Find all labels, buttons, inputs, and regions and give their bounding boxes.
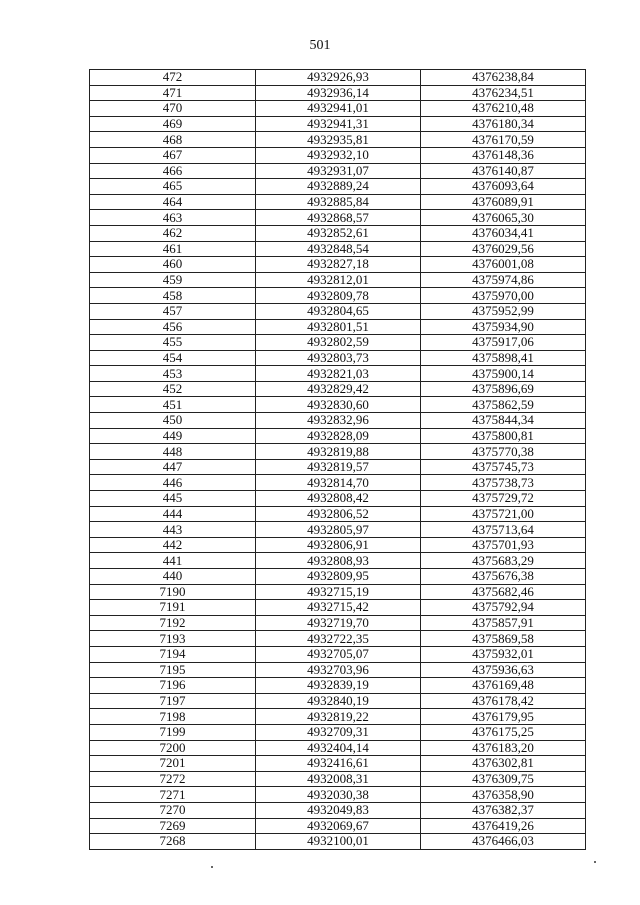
- table-row: [90, 132, 586, 148]
- scan-speck: [211, 866, 213, 868]
- y-coordinate-cell: 4376001,08: [421, 257, 586, 273]
- table-row: [90, 584, 586, 600]
- point-number-cell: 453: [90, 366, 256, 382]
- table-row: [90, 818, 586, 834]
- x-coordinate-cell: 4932814,70: [256, 475, 421, 491]
- point-number-cell: 7192: [90, 615, 256, 631]
- table-row: [90, 288, 586, 304]
- point-number-cell: 7197: [90, 693, 256, 709]
- y-coordinate-cell: 4375857,91: [421, 615, 586, 631]
- point-number-cell: 469: [90, 116, 256, 132]
- x-coordinate-cell: 4932030,38: [256, 787, 421, 803]
- x-coordinate-cell: 4932926,93: [256, 70, 421, 86]
- x-coordinate-cell: 4932827,18: [256, 257, 421, 273]
- point-number-cell: 7200: [90, 740, 256, 756]
- y-coordinate-cell: 4376170,59: [421, 132, 586, 148]
- point-number-cell: 452: [90, 381, 256, 397]
- point-number-cell: 7272: [90, 771, 256, 787]
- x-coordinate-cell: 4932715,19: [256, 584, 421, 600]
- coordinates-table: [89, 69, 586, 850]
- y-coordinate-cell: 4376093,64: [421, 179, 586, 195]
- x-coordinate-cell: 4932832,96: [256, 413, 421, 429]
- y-coordinate-cell: 4376302,81: [421, 756, 586, 772]
- table-row: [90, 787, 586, 803]
- point-number-cell: 448: [90, 444, 256, 460]
- point-number-cell: 463: [90, 210, 256, 226]
- table-row: [90, 569, 586, 585]
- table-row: [90, 740, 586, 756]
- y-coordinate-cell: 4376419,26: [421, 818, 586, 834]
- point-number-cell: 7190: [90, 584, 256, 600]
- y-coordinate-cell: 4376183,20: [421, 740, 586, 756]
- point-number-cell: 441: [90, 553, 256, 569]
- y-coordinate-cell: 4375683,29: [421, 553, 586, 569]
- y-coordinate-cell: 4376309,75: [421, 771, 586, 787]
- table-row: [90, 506, 586, 522]
- y-coordinate-cell: 4375896,69: [421, 381, 586, 397]
- table-row: [90, 272, 586, 288]
- table-row: [90, 662, 586, 678]
- x-coordinate-cell: 4932715,42: [256, 600, 421, 616]
- point-number-cell: 447: [90, 459, 256, 475]
- y-coordinate-cell: 4375936,63: [421, 662, 586, 678]
- x-coordinate-cell: 4932812,01: [256, 272, 421, 288]
- table-row: [90, 537, 586, 553]
- table-row: [90, 522, 586, 538]
- table-row: [90, 179, 586, 195]
- x-coordinate-cell: 4932840,19: [256, 693, 421, 709]
- y-coordinate-cell: 4376238,84: [421, 70, 586, 86]
- x-coordinate-cell: 4932703,96: [256, 662, 421, 678]
- y-coordinate-cell: 4375738,73: [421, 475, 586, 491]
- y-coordinate-cell: 4375862,59: [421, 397, 586, 413]
- table-row: [90, 163, 586, 179]
- point-number-cell: 7195: [90, 662, 256, 678]
- x-coordinate-cell: 4932801,51: [256, 319, 421, 335]
- x-coordinate-cell: 4932008,31: [256, 771, 421, 787]
- table-row: [90, 257, 586, 273]
- x-coordinate-cell: 4932830,60: [256, 397, 421, 413]
- x-coordinate-cell: 4932889,24: [256, 179, 421, 195]
- coordinates-table-body: [90, 70, 586, 850]
- y-coordinate-cell: 4375721,00: [421, 506, 586, 522]
- point-number-cell: 7194: [90, 646, 256, 662]
- table-row: [90, 646, 586, 662]
- y-coordinate-cell: 4375844,34: [421, 413, 586, 429]
- x-coordinate-cell: 4932819,57: [256, 459, 421, 475]
- x-coordinate-cell: 4932829,42: [256, 381, 421, 397]
- table-row: [90, 147, 586, 163]
- point-number-cell: 7191: [90, 600, 256, 616]
- point-number-cell: 471: [90, 85, 256, 101]
- table-row: [90, 834, 586, 850]
- x-coordinate-cell: 4932808,93: [256, 553, 421, 569]
- table-row: [90, 444, 586, 460]
- y-coordinate-cell: 4375970,00: [421, 288, 586, 304]
- table-row: [90, 225, 586, 241]
- y-coordinate-cell: 4375713,64: [421, 522, 586, 538]
- point-number-cell: 458: [90, 288, 256, 304]
- table-row: [90, 210, 586, 226]
- x-coordinate-cell: 4932821,03: [256, 366, 421, 382]
- y-coordinate-cell: 4375792,94: [421, 600, 586, 616]
- point-number-cell: 470: [90, 101, 256, 117]
- x-coordinate-cell: 4932404,14: [256, 740, 421, 756]
- point-number-cell: 461: [90, 241, 256, 257]
- y-coordinate-cell: 4376169,48: [421, 678, 586, 694]
- x-coordinate-cell: 4932719,70: [256, 615, 421, 631]
- page-number: 501: [309, 38, 331, 53]
- table-row: [90, 101, 586, 117]
- point-number-cell: 444: [90, 506, 256, 522]
- y-coordinate-cell: 4375770,38: [421, 444, 586, 460]
- y-coordinate-cell: 4376179,95: [421, 709, 586, 725]
- scan-speck: [594, 861, 596, 863]
- point-number-cell: 462: [90, 225, 256, 241]
- x-coordinate-cell: 4932819,22: [256, 709, 421, 725]
- y-coordinate-cell: 4376175,25: [421, 724, 586, 740]
- table-row: [90, 491, 586, 507]
- y-coordinate-cell: 4376178,42: [421, 693, 586, 709]
- point-number-cell: 443: [90, 522, 256, 538]
- point-number-cell: 7270: [90, 802, 256, 818]
- table-row: [90, 678, 586, 694]
- x-coordinate-cell: 4932941,01: [256, 101, 421, 117]
- table-row: [90, 459, 586, 475]
- point-number-cell: 459: [90, 272, 256, 288]
- y-coordinate-cell: 4376180,34: [421, 116, 586, 132]
- table-row: [90, 397, 586, 413]
- x-coordinate-cell: 4932802,59: [256, 335, 421, 351]
- x-coordinate-cell: 4932852,61: [256, 225, 421, 241]
- table-row: [90, 303, 586, 319]
- point-number-cell: 467: [90, 147, 256, 163]
- point-number-cell: 472: [90, 70, 256, 86]
- x-coordinate-cell: 4932705,07: [256, 646, 421, 662]
- table-row: [90, 366, 586, 382]
- point-number-cell: 451: [90, 397, 256, 413]
- y-coordinate-cell: 4376034,41: [421, 225, 586, 241]
- y-coordinate-cell: 4376029,56: [421, 241, 586, 257]
- point-number-cell: 464: [90, 194, 256, 210]
- point-number-cell: 7193: [90, 631, 256, 647]
- y-coordinate-cell: 4375974,86: [421, 272, 586, 288]
- x-coordinate-cell: 4932803,73: [256, 350, 421, 366]
- x-coordinate-cell: 4932806,52: [256, 506, 421, 522]
- x-coordinate-cell: 4932805,97: [256, 522, 421, 538]
- table-row: [90, 335, 586, 351]
- y-coordinate-cell: 4376089,91: [421, 194, 586, 210]
- y-coordinate-cell: 4375900,14: [421, 366, 586, 382]
- x-coordinate-cell: 4932935,81: [256, 132, 421, 148]
- x-coordinate-cell: 4932931,07: [256, 163, 421, 179]
- point-number-cell: 445: [90, 491, 256, 507]
- point-number-cell: 7196: [90, 678, 256, 694]
- table-row: [90, 553, 586, 569]
- x-coordinate-cell: 4932809,95: [256, 569, 421, 585]
- table-row: [90, 413, 586, 429]
- point-number-cell: 466: [90, 163, 256, 179]
- x-coordinate-cell: 4932819,88: [256, 444, 421, 460]
- y-coordinate-cell: 4376466,03: [421, 834, 586, 850]
- point-number-cell: 442: [90, 537, 256, 553]
- point-number-cell: 7269: [90, 818, 256, 834]
- point-number-cell: 456: [90, 319, 256, 335]
- y-coordinate-cell: 4375676,38: [421, 569, 586, 585]
- table-row: [90, 615, 586, 631]
- y-coordinate-cell: 4376382,37: [421, 802, 586, 818]
- point-number-cell: 457: [90, 303, 256, 319]
- table-row: [90, 802, 586, 818]
- table-row: [90, 241, 586, 257]
- x-coordinate-cell: 4932828,09: [256, 428, 421, 444]
- y-coordinate-cell: 4375932,01: [421, 646, 586, 662]
- x-coordinate-cell: 4932806,91: [256, 537, 421, 553]
- table-row: [90, 756, 586, 772]
- table-row: [90, 771, 586, 787]
- table-row: [90, 475, 586, 491]
- y-coordinate-cell: 4375800,81: [421, 428, 586, 444]
- x-coordinate-cell: 4932709,31: [256, 724, 421, 740]
- y-coordinate-cell: 4375917,06: [421, 335, 586, 351]
- table-row: [90, 319, 586, 335]
- y-coordinate-cell: 4376148,36: [421, 147, 586, 163]
- x-coordinate-cell: 4932804,65: [256, 303, 421, 319]
- table-row: [90, 709, 586, 725]
- y-coordinate-cell: 4375729,72: [421, 491, 586, 507]
- table-row: [90, 194, 586, 210]
- x-coordinate-cell: 4932839,19: [256, 678, 421, 694]
- point-number-cell: 449: [90, 428, 256, 444]
- y-coordinate-cell: 4375682,46: [421, 584, 586, 600]
- point-number-cell: 455: [90, 335, 256, 351]
- y-coordinate-cell: 4375934,90: [421, 319, 586, 335]
- point-number-cell: 446: [90, 475, 256, 491]
- y-coordinate-cell: 4375701,93: [421, 537, 586, 553]
- x-coordinate-cell: 4932936,14: [256, 85, 421, 101]
- point-number-cell: 450: [90, 413, 256, 429]
- table-row: [90, 85, 586, 101]
- table-row: [90, 600, 586, 616]
- y-coordinate-cell: 4375745,73: [421, 459, 586, 475]
- x-coordinate-cell: 4932868,57: [256, 210, 421, 226]
- y-coordinate-cell: 4376065,30: [421, 210, 586, 226]
- y-coordinate-cell: 4376210,48: [421, 101, 586, 117]
- point-number-cell: 7268: [90, 834, 256, 850]
- table-row: [90, 631, 586, 647]
- x-coordinate-cell: 4932722,35: [256, 631, 421, 647]
- x-coordinate-cell: 4932069,67: [256, 818, 421, 834]
- x-coordinate-cell: 4932809,78: [256, 288, 421, 304]
- table-row: [90, 70, 586, 86]
- y-coordinate-cell: 4375952,99: [421, 303, 586, 319]
- point-number-cell: 7201: [90, 756, 256, 772]
- x-coordinate-cell: 4932941,31: [256, 116, 421, 132]
- x-coordinate-cell: 4932885,84: [256, 194, 421, 210]
- point-number-cell: 460: [90, 257, 256, 273]
- table-row: [90, 116, 586, 132]
- point-number-cell: 440: [90, 569, 256, 585]
- point-number-cell: 454: [90, 350, 256, 366]
- table-row: [90, 381, 586, 397]
- y-coordinate-cell: 4376234,51: [421, 85, 586, 101]
- x-coordinate-cell: 4932100,01: [256, 834, 421, 850]
- y-coordinate-cell: 4376140,87: [421, 163, 586, 179]
- y-coordinate-cell: 4375869,58: [421, 631, 586, 647]
- x-coordinate-cell: 4932808,42: [256, 491, 421, 507]
- x-coordinate-cell: 4932932,10: [256, 147, 421, 163]
- x-coordinate-cell: 4932416,61: [256, 756, 421, 772]
- x-coordinate-cell: 4932049,83: [256, 802, 421, 818]
- point-number-cell: 7199: [90, 724, 256, 740]
- x-coordinate-cell: 4932848,54: [256, 241, 421, 257]
- y-coordinate-cell: 4376358,90: [421, 787, 586, 803]
- point-number-cell: 7271: [90, 787, 256, 803]
- table-row: [90, 693, 586, 709]
- table-row: [90, 724, 586, 740]
- table-row: [90, 428, 586, 444]
- point-number-cell: 465: [90, 179, 256, 195]
- point-number-cell: 7198: [90, 709, 256, 725]
- point-number-cell: 468: [90, 132, 256, 148]
- table-row: [90, 350, 586, 366]
- y-coordinate-cell: 4375898,41: [421, 350, 586, 366]
